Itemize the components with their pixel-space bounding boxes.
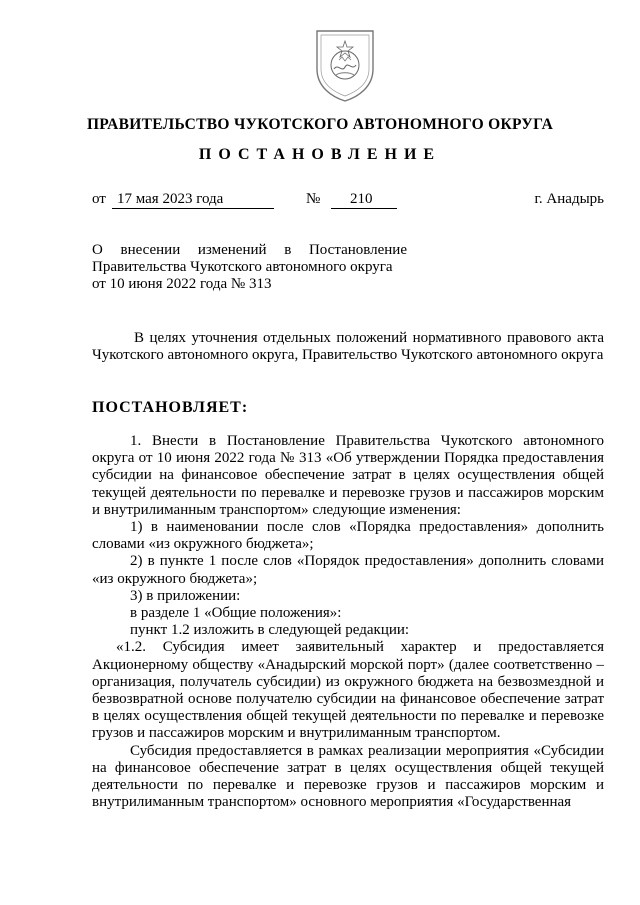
date-underline xyxy=(112,208,274,209)
preamble-block xyxy=(92,330,604,364)
city: г. Анадырь xyxy=(534,191,604,207)
resolution-body xyxy=(92,433,604,811)
resolves-heading: ПОСТАНОВЛЯЕТ: xyxy=(92,399,249,416)
from-label: от xyxy=(92,191,106,207)
number-label: № xyxy=(306,191,321,207)
paragraph-item-1: 1. Внести в Постановление Правительства Чукотского автономного округа от 10 июня 2022 года № 313 «Об утверждении Порядка предоставления субсидии на финансовое обеспечение затрат в целях осуществления общей текущей деятельности по перевалке и перевозке грузов и пассажиров морским и внутрилиманным транспортом» следующие изменения: xyxy=(92,433,604,518)
paragraph-subitem-3: 3) в приложении: xyxy=(130,587,241,604)
document-date: 17 мая 2023 года xyxy=(117,191,224,207)
paragraph-subitem-2: 2) в пункте 1 после слов «Порядок предоставления» дополнить словами «из окружного бюджета»; xyxy=(92,553,604,587)
subject-line: О внесении изменений в Постановление xyxy=(92,242,407,258)
coat-of-arms-emblem xyxy=(314,27,376,103)
government-title: ПРАВИТЕЛЬСТВО ЧУКОТСКОГО АВТОНОМНОГО ОКРУГА xyxy=(86,116,554,133)
subject-line: Правительства Чукотского автономного округа xyxy=(92,259,393,275)
document-number: 210 xyxy=(350,191,373,207)
subject-block xyxy=(92,242,407,293)
subject-line: от 10 июня 2022 года № 313 xyxy=(92,276,272,292)
paragraph-subsidy: Субсидия предоставляется в рамках реализации мероприятия «Субсидии на финансовое обеспечение затрат в целях осуществления общей текущей деятельности по перевалке и перевозке грузов и пассажиров морским и внутрилиманным транспортом» основного мероприятия «Государственная xyxy=(92,742,604,811)
document-type-title: ПОСТАНОВЛЕНИЕ xyxy=(198,146,442,163)
paragraph-point-1-2: пункт 1.2 изложить в следующей редакции: xyxy=(130,622,410,639)
paragraph-section-1: в разделе 1 «Общие положения»: xyxy=(130,605,342,622)
date-number-line xyxy=(92,191,604,211)
paragraph-quoted-1-2: «1.2. Субсидия имеет заявительный характер и предоставляется Акционерному обществу «Анадырский морской порт» (далее соответственно – организация, получатель субсидии) из окружного бюджета на безвозмездной и безвозвратной основе получателю субсидии на финансовое обеспечение затрат в целях осуществления общей текущей деятельности по перевалке и перевозке грузов и пассажиров морским и внутрилиманным транспортом. xyxy=(92,639,604,742)
paragraph-subitem-1: 1) в наименовании после слов «Порядка предоставления» дополнить словами «из окружного бюджета»; xyxy=(92,519,604,553)
number-underline xyxy=(331,208,397,209)
preamble: В целях уточнения отдельных положений нормативного правового акта Чукотского автономного округа, Правительство Чукотского автономного округа xyxy=(92,330,604,364)
